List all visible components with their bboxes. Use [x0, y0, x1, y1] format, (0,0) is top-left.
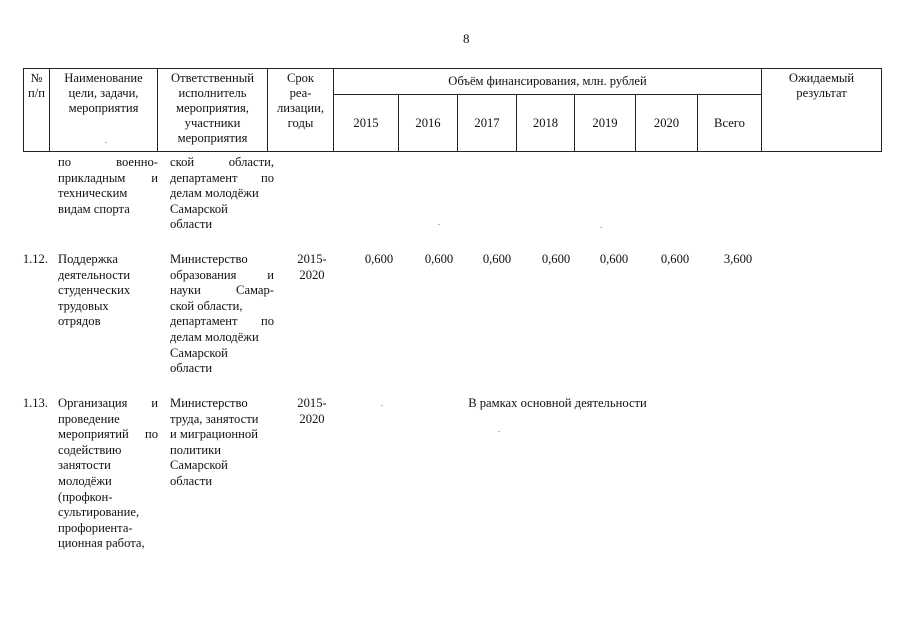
- funding-amount: 0,600: [541, 252, 571, 266]
- activity-name: Поддержка деятельности студенческих трудовых отрядов: [58, 252, 131, 329]
- header-year: 2019: [575, 95, 636, 152]
- header-name: Наименование цели, задачи, мероприятия: [50, 69, 158, 152]
- funding-note: В рамках основной деятельности: [468, 396, 647, 410]
- header-year: 2016: [399, 95, 458, 152]
- scan-speck: [600, 227, 602, 228]
- funding-amount: 0,600: [599, 252, 629, 266]
- table-header: [23, 68, 882, 152]
- scan-speck: [105, 142, 107, 143]
- header-year: 2018: [517, 95, 575, 152]
- scan-speck: [438, 224, 440, 225]
- header-year: Всего: [698, 95, 762, 152]
- scan-speck: [381, 405, 383, 406]
- funding-amount: 0,600: [364, 252, 394, 266]
- responsible-executor: Министерство труда, занятости и миграционной политики Самарской области: [170, 396, 259, 488]
- row-number: 1.12.: [22, 252, 48, 266]
- header-responsible: Ответственный исполнитель мероприятия, участники мероприятия: [158, 69, 268, 152]
- activity-name: Организация и проведение мероприятий по содействию занятости молодёжи (профкон- сультирование, профориента- ционная работа,: [58, 396, 158, 551]
- funding-amount: 0,600: [482, 252, 512, 266]
- header-funding: Объём финансирования, млн. рублей: [334, 69, 762, 95]
- header-result: Ожидаемый результат: [762, 69, 882, 152]
- header-num: № п/п: [24, 69, 50, 152]
- page-number: 8: [463, 31, 470, 46]
- scan-speck: [498, 431, 500, 432]
- header-period: Срок реа- лизации, годы: [268, 69, 334, 152]
- responsible-executor: ской области, департамент по делам молодёжи Самарской области: [170, 155, 274, 232]
- row-number: 1.13.: [22, 396, 48, 410]
- funding-amount: 3,600: [723, 252, 753, 266]
- header-year: 2020: [636, 95, 698, 152]
- funding-amount: 0,600: [424, 252, 454, 266]
- implementation-period: 2015- 2020: [297, 252, 327, 282]
- responsible-executor: Министерство образования и науки Самар- ской области, департамент по делам молодёжи Самарской области: [170, 252, 274, 376]
- activity-name: по военно- прикладным и техническим видам спорта: [58, 155, 158, 216]
- header-year: 2017: [458, 95, 517, 152]
- header-year: 2015: [334, 95, 399, 152]
- funding-amount: 0,600: [660, 252, 690, 266]
- implementation-period: 2015- 2020: [297, 396, 327, 426]
